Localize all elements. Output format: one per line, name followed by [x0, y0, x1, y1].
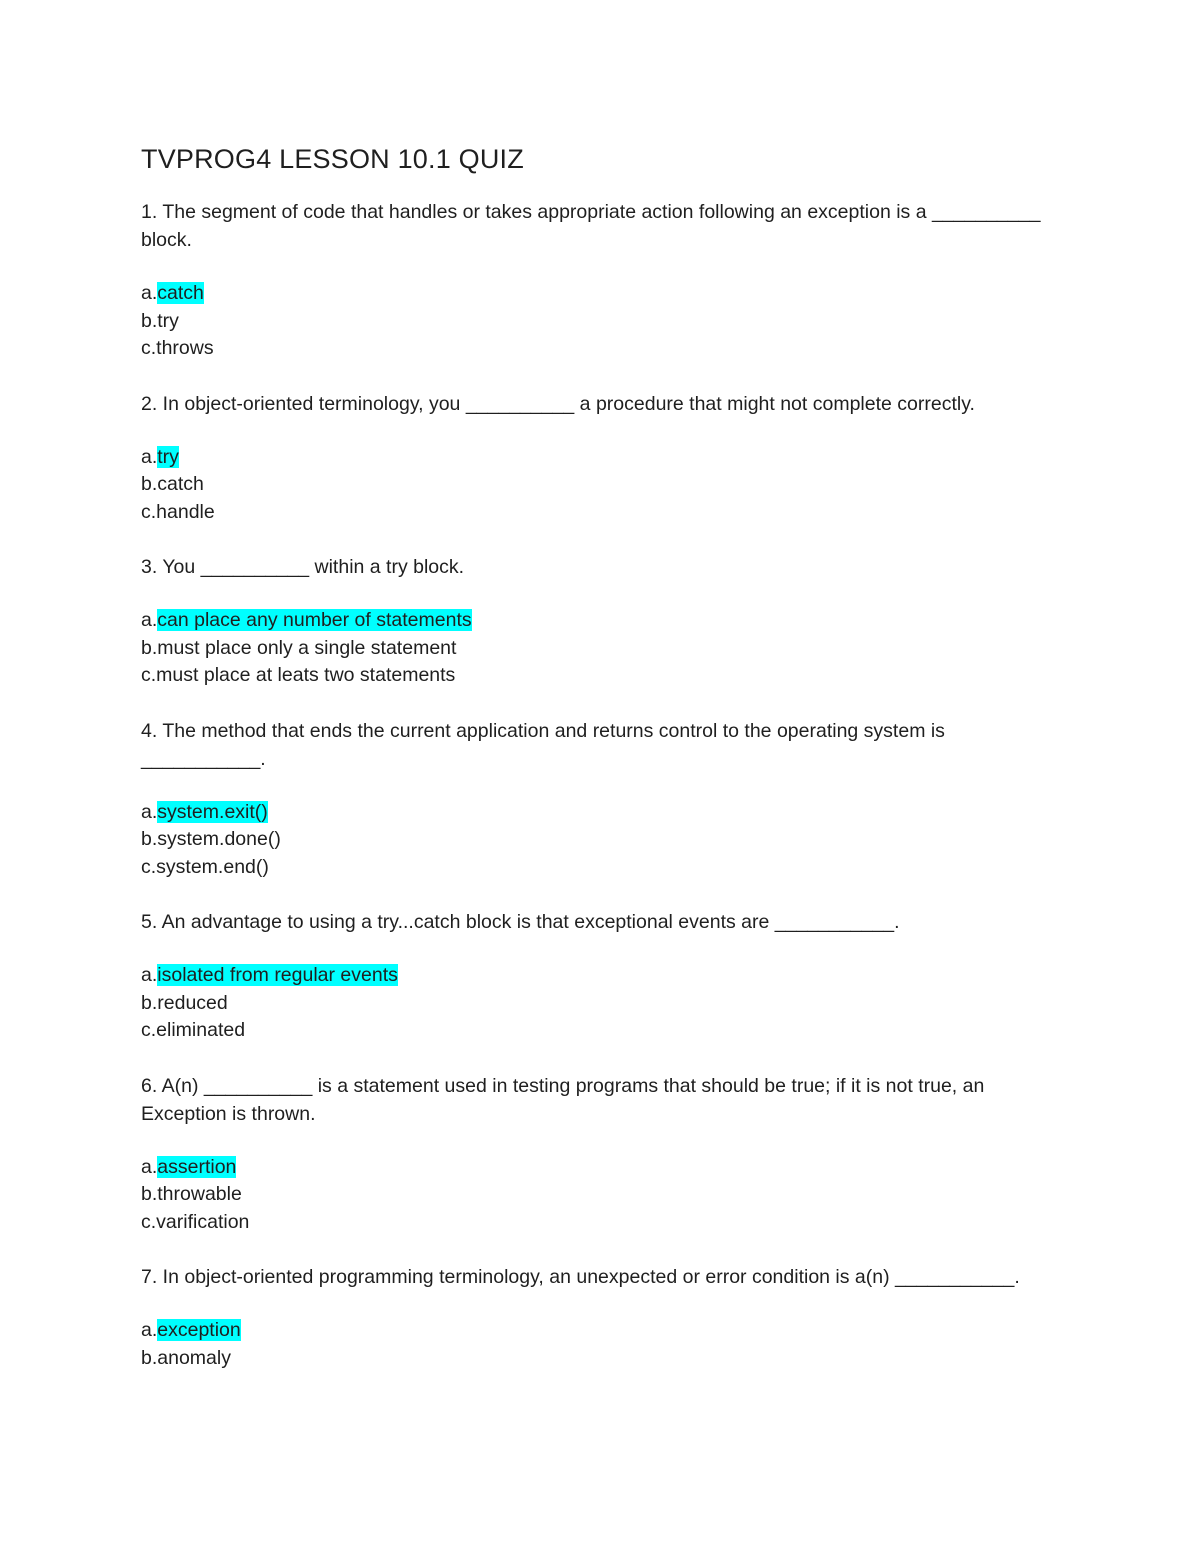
answer-option	[141, 635, 1061, 663]
question-block	[141, 390, 1061, 527]
question-block	[141, 198, 1061, 363]
option-text: must place only a single statement	[157, 636, 457, 659]
option-text: varification	[156, 1210, 250, 1233]
question-block	[141, 553, 1061, 690]
option-letter: b.	[141, 991, 158, 1014]
option-text: eliminated	[156, 1019, 246, 1041]
option-letter: c.	[141, 1210, 157, 1233]
answer-option	[141, 607, 1061, 635]
answer-option	[141, 1017, 1061, 1045]
option-letter: b.	[141, 1183, 158, 1205]
question-block	[141, 908, 1061, 1045]
answer-option	[141, 444, 1061, 472]
option-letter: b.	[141, 1346, 158, 1369]
option-text: throws	[156, 337, 214, 359]
answer-option	[141, 990, 1061, 1018]
answer-option	[141, 335, 1061, 363]
option-text: try	[157, 309, 179, 332]
answer-option	[141, 662, 1061, 690]
highlighted-answer: try	[157, 445, 179, 468]
option-letter: b.	[141, 828, 158, 850]
option-letter: c.	[141, 855, 157, 878]
question-text: 3. You __________ within a try block.	[141, 556, 465, 578]
option-text: reduced	[157, 991, 228, 1014]
question-text: 6. A(n) __________ is a statement used in testing programs that should be true; if it is not true, an Exception is thrown.	[141, 1074, 985, 1125]
question-text: 2. In object-oriented terminology, you __________ a procedure that might not complete correctly.	[141, 392, 975, 415]
option-letter: c.	[141, 1019, 157, 1041]
answer-option	[141, 1181, 1061, 1209]
highlighted-answer: can place any number of statements	[157, 609, 472, 631]
answer-option	[141, 799, 1061, 827]
answer-option	[141, 1317, 1061, 1345]
option-letter: a.	[141, 1319, 158, 1341]
question-block	[141, 1072, 1061, 1237]
answer-option	[141, 1209, 1061, 1237]
document-title: TVPROG4 LESSON 10.1 QUIZ	[141, 144, 524, 174]
option-letter: a.	[141, 964, 158, 986]
option-letter: a.	[141, 609, 158, 631]
answer-option	[141, 1345, 1061, 1373]
highlighted-answer: assertion	[157, 1155, 237, 1178]
option-text: catch	[157, 473, 204, 495]
option-text: system.done()	[157, 828, 281, 850]
option-text: handle	[156, 500, 215, 523]
question-text: 5. An advantage to using a try...catch block is that exceptional events are ___________.	[141, 911, 900, 933]
answer-option	[141, 308, 1061, 336]
highlighted-answer: system.exit()	[157, 800, 268, 823]
answer-option	[141, 499, 1061, 527]
option-text: must place at leats two statements	[156, 664, 456, 686]
option-letter: a.	[141, 1155, 158, 1178]
option-letter: a.	[141, 282, 158, 304]
option-letter: a.	[141, 800, 158, 823]
question-text: 7. In object-oriented programming terminology, an unexpected or error condition is a(n) ___________.	[141, 1266, 1020, 1288]
answer-option	[141, 280, 1061, 308]
option-letter: b.	[141, 636, 158, 659]
highlighted-answer: isolated from regular events	[157, 964, 398, 986]
answer-option	[141, 962, 1061, 990]
option-letter: c.	[141, 664, 157, 686]
option-text: system.end()	[156, 855, 269, 878]
question-block	[141, 717, 1061, 882]
option-text: anomaly	[157, 1346, 231, 1369]
question-list	[141, 198, 1061, 1372]
question-text: 4. The method that ends the current application and returns control to the operating system is ___________.	[141, 719, 945, 770]
question-block	[141, 1263, 1061, 1372]
highlighted-answer: exception	[157, 1319, 241, 1341]
option-letter: a.	[141, 445, 158, 468]
answer-option	[141, 854, 1061, 882]
document-page	[141, 140, 1061, 1399]
answer-option	[141, 1154, 1061, 1182]
option-letter: c.	[141, 337, 157, 359]
option-text: throwable	[157, 1183, 242, 1205]
option-letter: b.	[141, 473, 158, 495]
answer-option	[141, 471, 1061, 499]
question-text: 1. The segment of code that handles or takes appropriate action following an exception is a __________ block.	[141, 201, 1041, 251]
answer-option	[141, 826, 1061, 854]
highlighted-answer: catch	[157, 282, 204, 304]
option-letter: c.	[141, 500, 157, 523]
option-letter: b.	[141, 309, 158, 332]
